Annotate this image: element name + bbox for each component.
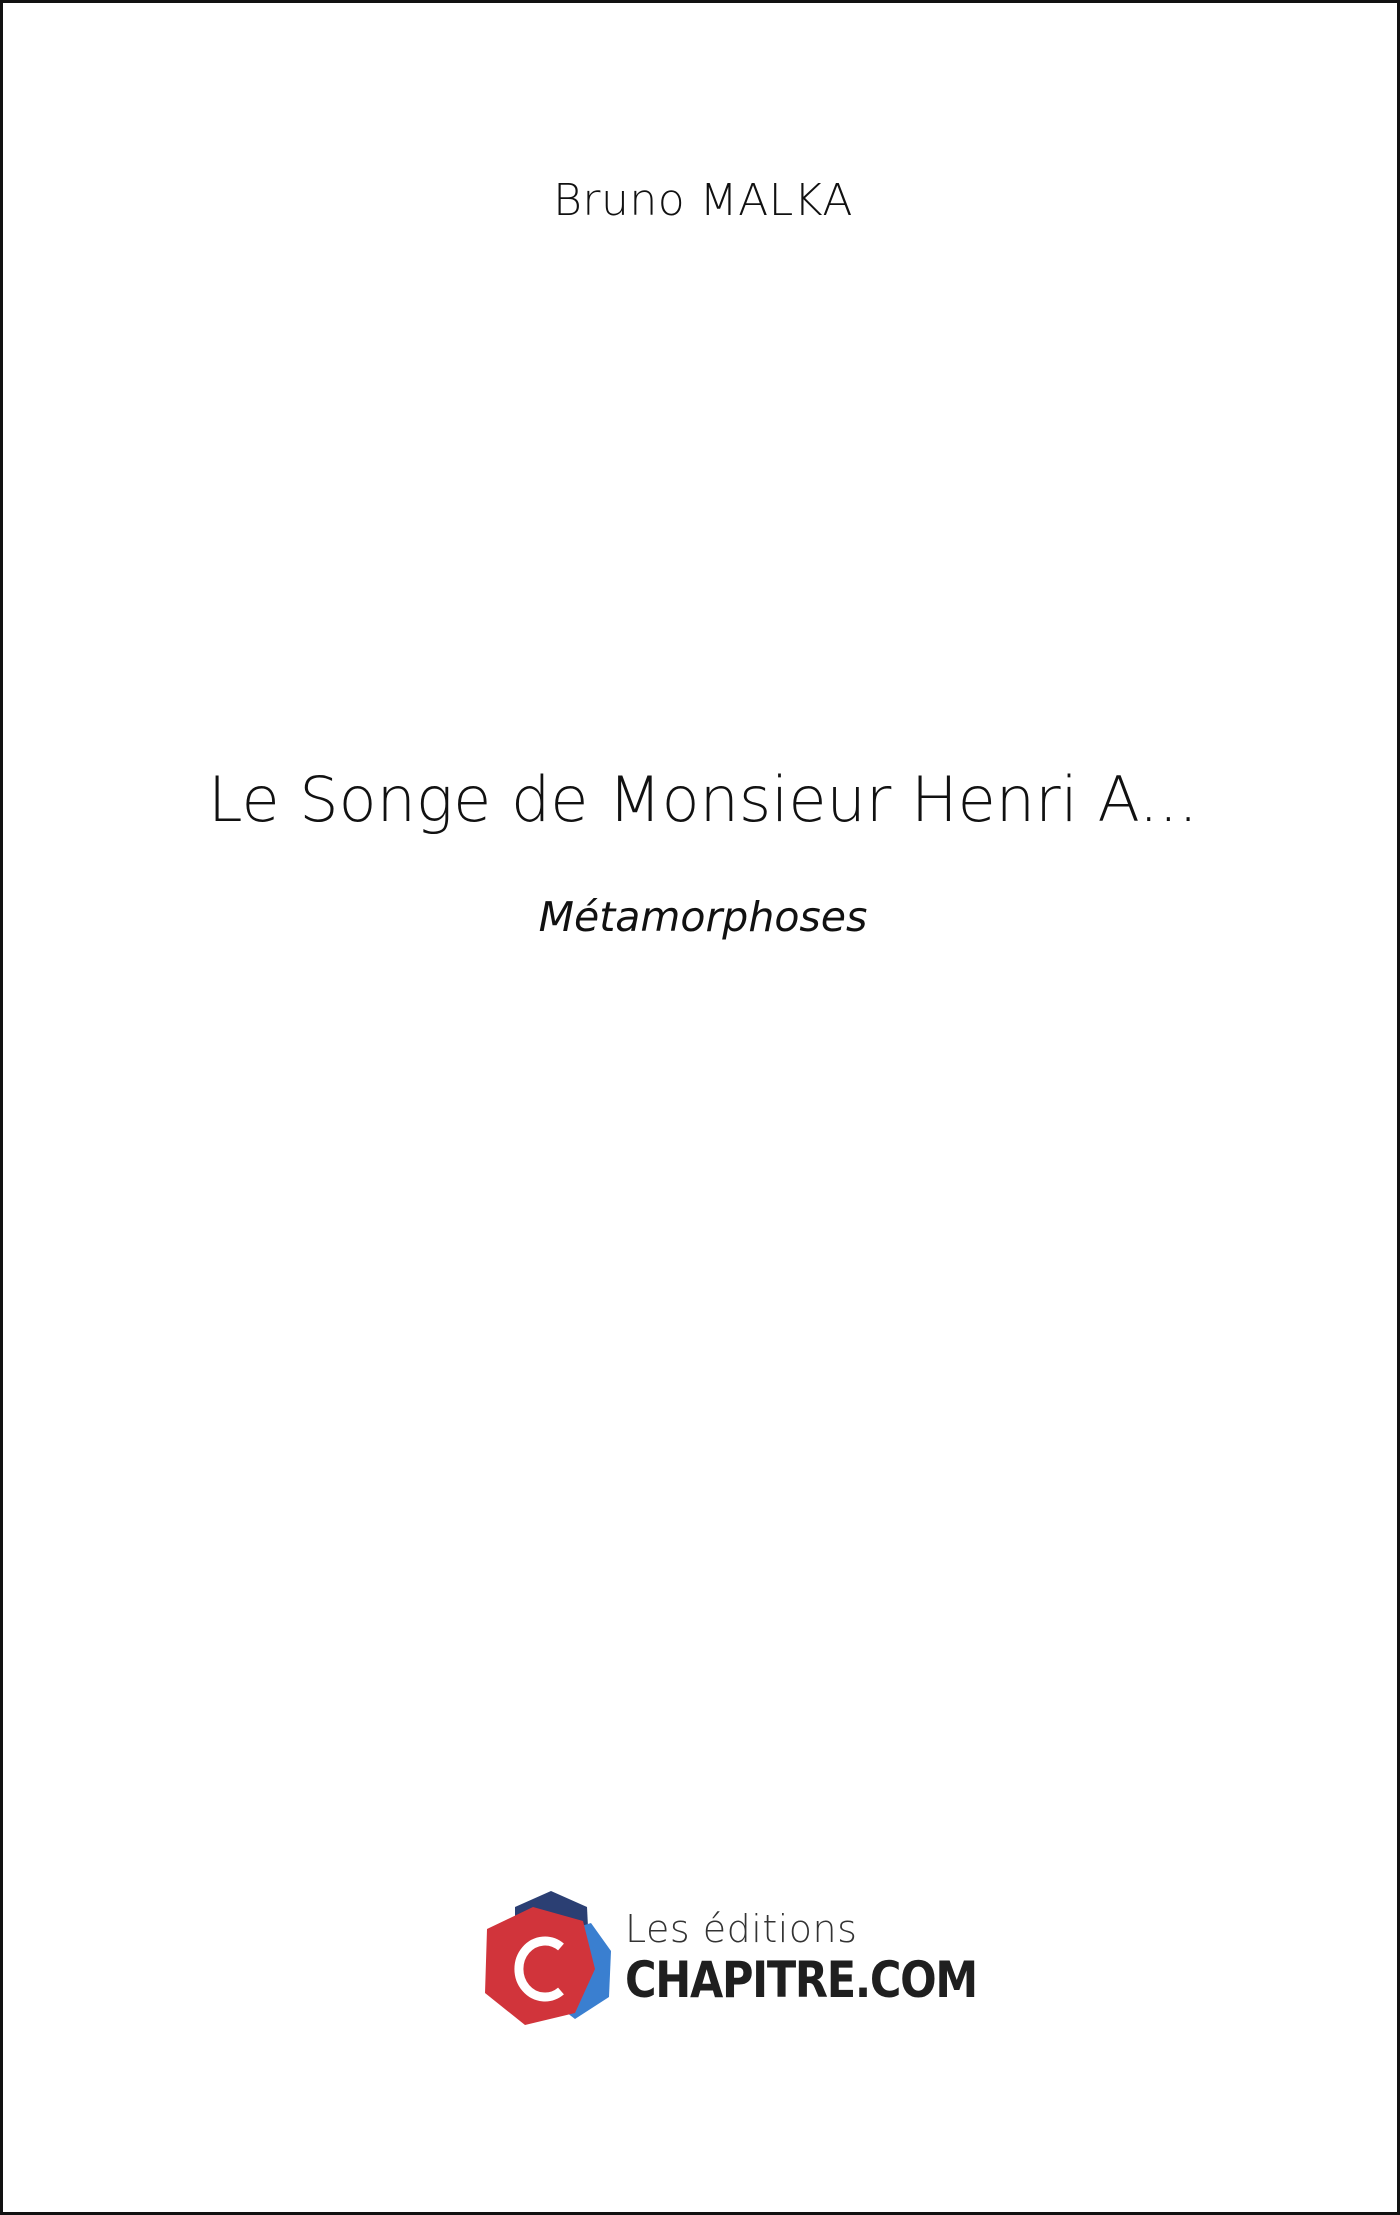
chapitre-c-logo-icon	[479, 1885, 614, 2030]
publisher-line2: CHAPITRE.COM	[625, 1951, 977, 2009]
book-subtitle: Métamorphoses	[538, 893, 868, 941]
publisher-logo	[479, 1885, 977, 2030]
book-title: Le Songe de Monsieur Henri A...	[208, 763, 1198, 836]
author-name: Bruno MALKA	[553, 175, 853, 226]
publisher-line1: Les éditions	[625, 1907, 858, 1951]
publisher-name	[625, 1907, 977, 2009]
